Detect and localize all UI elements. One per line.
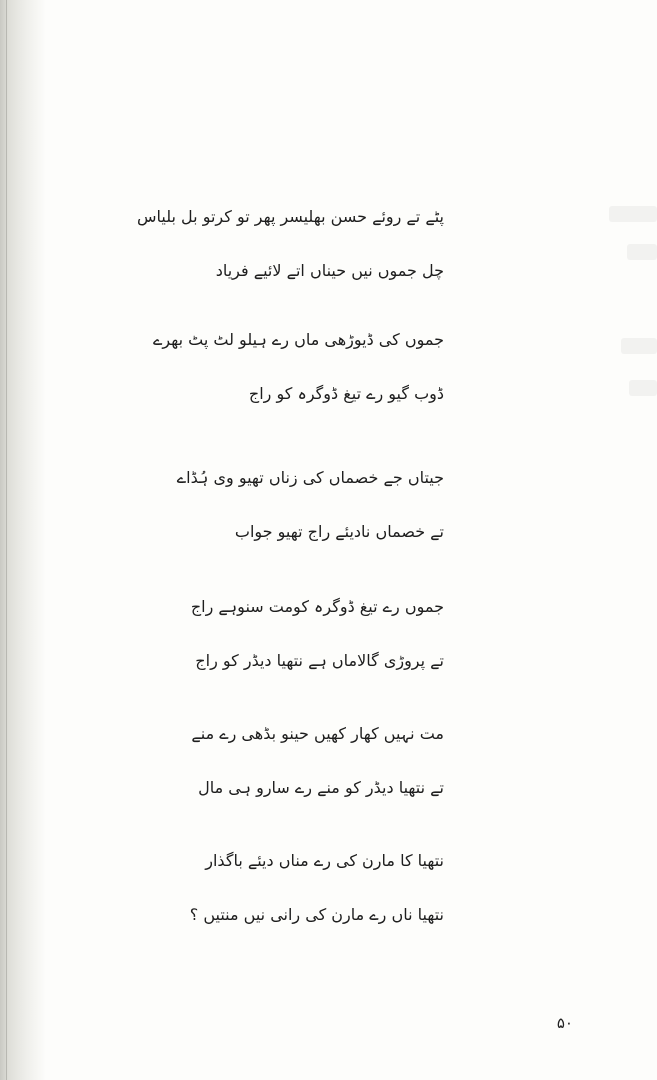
stanza — [184, 580, 444, 688]
verse-line: پٹے تے روئے حسن بھلیسر پھر تو کرتو بل بلیاس — [136, 207, 444, 226]
verse-line: تے نتھیا دیڈر کو منے رے سارو ہی مال — [198, 778, 444, 797]
stanza — [184, 834, 444, 942]
stanza — [176, 451, 444, 559]
bleed-through-mark — [621, 338, 657, 354]
verse-line: ڈوب گیو رے تیغ ڈوگرہ کو راج — [248, 384, 444, 403]
verse-line: نتھیا کا مارن کی رے مناں دیئے باگذار — [205, 851, 444, 870]
bleed-through-mark — [629, 380, 657, 396]
verse-line: جیتاں جے خصماں کی زناں تھیو وی ہُڈاے — [176, 468, 444, 487]
verse-line: نتھیا ناں رے مارن کی رانی نیں منتیں ؟ — [189, 905, 444, 924]
verse-line: مت نہیں کھار کھیں حینو بڈھی رے منے — [191, 724, 444, 743]
page-binding-edge — [6, 0, 7, 1080]
stanza — [184, 707, 444, 815]
verse-line: تے پروڑی گالاماں ہے نتھیا دیڈر کو راج — [195, 651, 444, 670]
page-number: ۵۰ — [556, 1014, 573, 1032]
stanza — [153, 313, 444, 421]
verse-line: تے خصماں نادیئے راج تھیو جواب — [234, 522, 444, 541]
stanza — [136, 190, 444, 298]
verse-line: جموں کی ڈیوڑھی ماں رے ہیلو لٹ پٹ بھرے — [153, 330, 444, 349]
verse-line: چل جموں نیں حیناں اتے لائیے فریاد — [215, 261, 444, 280]
bleed-through-mark — [627, 244, 657, 260]
bleed-through-mark — [609, 206, 657, 222]
verse-line: جموں رے تیغ ڈوگرہ کومت سنوہے راج — [190, 597, 444, 616]
